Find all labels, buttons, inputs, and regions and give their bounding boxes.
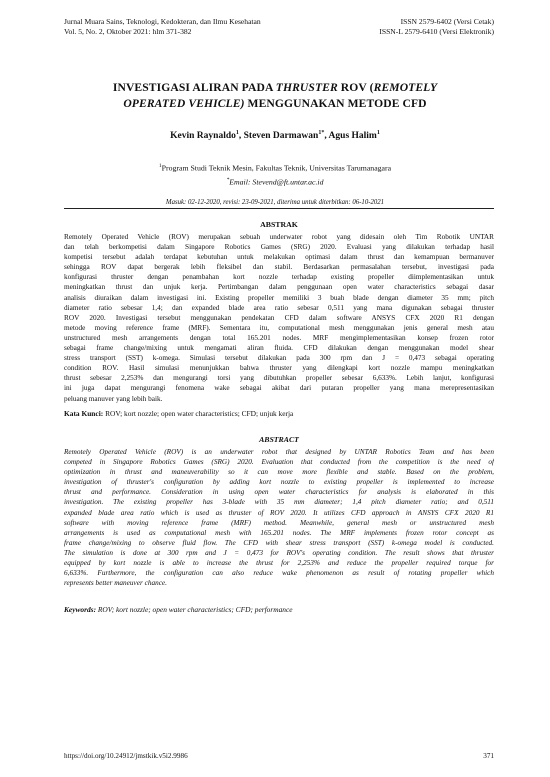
email-label: Email: [229, 177, 253, 187]
journal-name: Jurnal Muara Sains, Teknologi, Kedokteran, dan Ilmu Kesehatan [64, 17, 261, 26]
abstract-line: analisis diuraikan dalam investigasi ini. Existing propeller memiliki 3 buah blade dengan diameter 35 mm; pitch [64, 293, 494, 302]
abstract-line: ROV 2020. Investigasi tersebut menggunakan pendekatan CFD dalam software ANSYS CFX 2020 R1 dengan [64, 313, 494, 322]
issn-print: ISSN 2579-6402 (Versi Cetak) [400, 17, 494, 26]
keywords [64, 605, 494, 614]
abstract-line: peluang manuver yang lebih baik. [64, 394, 163, 403]
page-number: 371 [483, 752, 494, 760]
title-part: ROV ( [337, 81, 374, 94]
abstract-line: sebagai frame change/mixing untuk mengamati aliran fluida. CFD dilakukan dengan menggunakan model shear [64, 344, 494, 353]
abstract-line: frame change/mixing to observe fluid flow. The CFD with shear stress transport (SST) k-omega model is conducted. [64, 538, 494, 547]
author-sup: 1 [235, 130, 239, 136]
abstract-line: condition ROV. Hasil simulasi menunjukkan bahwa thruster yang dilengkapi kort nozzle mampu meningkatkan [64, 364, 494, 373]
divider [64, 208, 494, 209]
author-name: Steven Darmawan [243, 131, 319, 142]
abstract-line: investigation of thruster's configuration by adding kort nozzle to existing propeller is implemented to increase [64, 478, 494, 487]
abstract-line: represents better maneuver chance. [64, 579, 167, 588]
title-part: REMOTELY [373, 81, 438, 94]
author-sup: 1 [376, 130, 380, 136]
abstract-line: dan telah berkompetisi dalam Singapore Robotics Games (SRG) 2020. Evaluasi yang dilakukan terhadap hasil [64, 243, 494, 252]
author-sup: 1* [318, 130, 325, 136]
abstract-line: stress transport (SST) k-omega. Simulasi tersebut dilakukan pada 300 rpm dan J = 0,473 sebagai operating [64, 354, 494, 363]
abstract-line: Remotely Operated Vehicle (ROV) is an underwater robot that designed by UNTAR Robotics Team and has been [64, 448, 494, 456]
abstract-line: 6,633%. Furthermore, the configuration can also reduce wake phenomenon as result of rotating propeller which [64, 569, 494, 578]
title-part: INVESTIGASI ALIRAN PADA [112, 81, 276, 94]
keywords-text: ROV; kort nozzle; open water characteristics; CFD; performance [97, 605, 293, 614]
abstract-line: diameter ratio sebesar 1,4; dan expanded blade area ratio sebesar 0,511 yang mana digunakan sebagai thruster [64, 303, 494, 312]
affiliation-sup: 1 [158, 163, 162, 169]
abstract-line: Remotely Operated Vehicle (ROV) merupakan sebuah underwater robot yang didesain oleh Tim Robotik UNTAR [64, 233, 494, 241]
abstract-line: thrust and performance. Consideration in using open water characteristics for analysis is elaborated in this [64, 488, 494, 497]
author-name: Kevin Raynaldo [170, 131, 236, 142]
abstract-line: arrangements is used as computational mesh with 165.201 nodes. The MRF implements frozen rotor concept as [64, 528, 494, 537]
abstract-line: unstructured mesh arrangements dengan total 165.201 nodes. MRF mengimplementasikan konsep frozen rotor [64, 333, 494, 342]
email-address: Stevend@ft.untar.ac.id [252, 177, 324, 187]
abstract-body [64, 447, 494, 588]
title-part: MENGGUNAKAN METODE CFD [244, 96, 427, 110]
abstrak-body [64, 232, 494, 404]
author-list [60, 130, 490, 141]
running-header [64, 17, 494, 38]
keywords-label: Keywords: [64, 605, 98, 614]
volume-info: Vol. 5, No. 2, Oktober 2021: hlm 371-382 [64, 27, 192, 37]
abstract-line: konfigurasi thruster dengan penambahan kort nozzle terhadap existing propeller diimplementasikan untuk [64, 273, 494, 282]
page-footer [64, 752, 494, 760]
abstract-line: metode moving reference frame (MRF). Sementara itu, computational mesh menggunakan jenis general mesh atau [64, 323, 494, 332]
abstract-line: equipped by kort nozzle is able to increase the thrust for 2,253% and reduce the propeller required torque for [64, 559, 494, 568]
kata-kunci-text: ROV; kort nozzle; open water characteristics; CFD; unjuk kerja [105, 409, 294, 418]
author-name: Agus Halim [328, 131, 377, 142]
abstract-heading: ABSTRACT [259, 435, 299, 444]
abstract-line: sehingga ROV dapat bergerak lebih fleksibel dan stabil. Berdasarkan permasalahan tersebut, investigasi pada [64, 263, 494, 272]
affiliation-text: Program Studi Teknik Mesin, Fakultas Teknik, Universitas Tarumanagara [161, 163, 392, 173]
title-part: OPERATED VEHICLE) [123, 96, 245, 110]
abstract-line: The simulation is done at 300 rpm and J = 0,473 for ROV's operating condition. The result shows that thruster [64, 548, 494, 557]
abstract-line: kompetisi tersebut adalah terdapat kebutuhan untuk melakukan optimasi dalam thrust dan kemampuan bermanuver [64, 253, 494, 262]
author-sep: , [238, 131, 244, 142]
kata-kunci [64, 409, 494, 418]
abstract-line: meningkatkan thrust dan unjuk kerja. Pertimbangan dalam penggunaan open water characteristics sebagai dasar [64, 283, 494, 292]
abstrak-heading: ABSTRAK [260, 220, 298, 229]
abstract-line: investigation. The existing propeller has 3-blade with 35 mm diameter; 1,4 pitch diameter ratio; and 0,511 [64, 498, 494, 507]
abstract-line: thrust sebesar 2,253% dan mengurangi torsi yang dibutuhkan propeller sebesar 6,633%. Lebih lanjut, konfigurasi [64, 374, 494, 383]
title-part: THRUSTER [275, 81, 338, 94]
abstract-line: software with moving reference frame (MRF) method. Meanwhile, general mesh or unstructured mesh [64, 518, 494, 527]
abstract-line: ini juga dapat mengurangi fenomena wake sebagai akibat dari putaran propeller yang mana merepresentasikan [64, 384, 494, 393]
abstract-line: competed in Singapore Robotics Games (SRG) 2020. Evaluation that conducted from the competition is the need of [64, 458, 494, 467]
affiliation [60, 161, 490, 174]
issn-online: ISSN-L 2579-6410 (Versi Elektronik) [379, 27, 494, 37]
paper-title [60, 80, 490, 111]
doi-link[interactable]: https://doi.org/10.24912/jmstkik.v5i2.9986 [64, 752, 188, 760]
abstract-line: expanded blade area ratio which is used as thruster of ROV 2020. It utilizes CFD approach in ANSYS CFX 2020 R1 [64, 508, 494, 517]
submission-dates: Masuk: 02-12-2020, revisi: 23-09-2021, diterima untuk diterbitkan: 06-10-2021 [165, 199, 385, 206]
abstract-line: optimization in thrust and maneuverability so it can move more flexible and stable. Based on the problem, [64, 468, 494, 477]
author-sep: , [324, 131, 329, 142]
corresponding-email [60, 177, 490, 187]
email-sup: * [226, 177, 230, 183]
kata-kunci-label: Kata Kunci: [64, 409, 106, 418]
